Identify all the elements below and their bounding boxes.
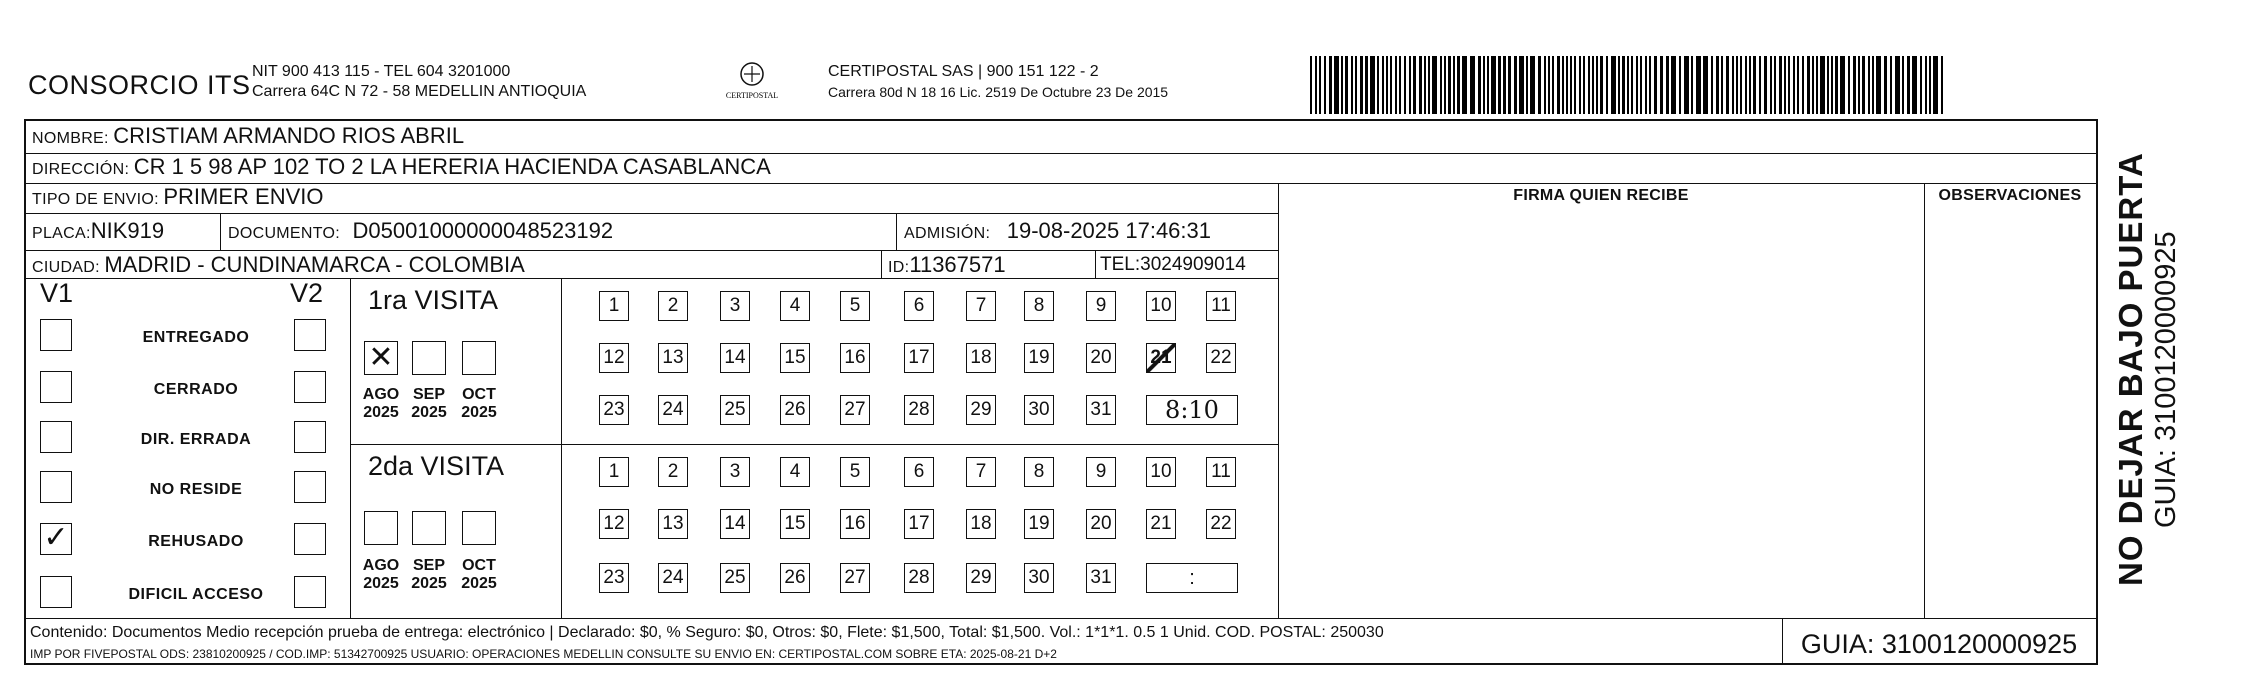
barcode-bar <box>1716 56 1719 114</box>
time-box[interactable]: 8:10 <box>1146 395 1238 425</box>
side-warning: NO DEJAR BAJO PUERTA <box>2112 152 2149 586</box>
barcode-bar <box>1774 56 1776 114</box>
barcode-bar <box>1319 56 1321 114</box>
barcode-bar <box>1645 56 1647 114</box>
v1-checkbox[interactable] <box>40 576 72 608</box>
barcode-bar <box>1703 56 1708 114</box>
placa-label: PLACA: <box>32 225 91 242</box>
barcode-bar <box>1548 56 1550 114</box>
barcode-bar <box>1592 56 1594 114</box>
v2-checkbox[interactable] <box>294 576 326 608</box>
barcode-bar <box>1444 56 1446 114</box>
barcode-bar <box>1419 56 1422 114</box>
barcode-bar <box>1622 56 1625 114</box>
day-box[interactable]: 4 <box>780 457 810 487</box>
barcode-bar <box>1390 56 1392 114</box>
barcode-bar <box>1868 56 1870 114</box>
barcode-bar <box>1802 56 1804 114</box>
barcode-bar <box>1552 56 1554 114</box>
barcode-bar <box>1487 56 1489 114</box>
day-box[interactable]: 16 <box>840 509 870 539</box>
barcode-bar <box>1788 56 1790 114</box>
carrier-info-line2: Carrera 80d N 18 16 Lic. 2519 De Octubre 23 De 2015 <box>828 84 1169 100</box>
barcode-bar <box>1745 56 1747 114</box>
day-box[interactable]: 28 <box>904 395 934 425</box>
barcode-bar <box>1827 56 1829 114</box>
day-box[interactable]: 21 <box>1146 343 1176 373</box>
barcode-bar <box>1345 56 1348 114</box>
barcode-bar <box>1386 56 1388 114</box>
barcode-bar <box>1835 56 1838 114</box>
barcode-bar <box>1508 56 1511 114</box>
day-box[interactable]: 1 <box>599 291 629 321</box>
month-checkbox[interactable] <box>462 341 496 375</box>
day-box[interactable]: 10 <box>1146 291 1176 321</box>
barcode-bar <box>1933 56 1938 114</box>
barcode-bar <box>1530 56 1535 114</box>
month-label: SEP 2025 <box>411 557 447 592</box>
admision-label: ADMISIÓN: <box>904 225 991 242</box>
day-box[interactable]: 18 <box>966 343 996 373</box>
day-box[interactable]: 9 <box>1086 291 1116 321</box>
barcode-bar <box>1315 56 1317 114</box>
tipo-label: TIPO DE ENVIO: <box>32 191 159 208</box>
barcode-bar <box>1413 56 1416 114</box>
v2-checkbox[interactable] <box>294 523 326 555</box>
barcode-bar <box>1341 56 1343 114</box>
barcode-bar <box>1618 56 1620 114</box>
reason-label: REHUSADO <box>148 533 244 550</box>
reason-label: NO RESIDE <box>149 481 243 498</box>
firma-header: FIRMA QUIEN RECIBE <box>1513 187 1689 204</box>
barcode-bar <box>1377 56 1379 114</box>
day-box[interactable]: 19 <box>1024 343 1054 373</box>
day-box[interactable]: 25 <box>720 563 750 593</box>
day-box[interactable]: 22 <box>1206 343 1236 373</box>
barcode-bar <box>1566 56 1568 114</box>
day-box[interactable]: 22 <box>1206 509 1236 539</box>
barcode-bar <box>1711 56 1713 114</box>
shipping-form <box>24 119 2098 665</box>
barcode-bar <box>1404 56 1406 114</box>
barcode-bar <box>1770 56 1772 114</box>
tipo-row <box>32 184 323 210</box>
day-box[interactable]: 23 <box>599 395 629 425</box>
barcode-bar <box>1351 56 1353 114</box>
day-box[interactable]: 25 <box>720 395 750 425</box>
footer-contenido: Contenido: Documentos Medio recepción prueba de entrega: electrónico | Declarado: $0, % Seguro: $0, Otros: $0, Flete: $1,500, Total: $1,500. Vol.: 1*1*1. 0.5 1 Unid. COD. POSTAL: 250030 <box>30 624 1384 641</box>
barcode-bar <box>1679 56 1681 114</box>
day-box[interactable]: 10 <box>1146 457 1176 487</box>
barcode-bar <box>1478 56 1481 114</box>
company-info <box>252 62 586 102</box>
barcode-bar <box>1872 56 1874 114</box>
barcode-bar <box>1562 56 1564 114</box>
barcode-bar <box>1636 56 1638 114</box>
day-box[interactable]: 19 <box>1024 509 1054 539</box>
day-box[interactable]: 17 <box>904 509 934 539</box>
barcode-bar <box>1329 56 1332 114</box>
barcode-bar <box>1631 56 1633 114</box>
id-cell <box>888 252 1006 278</box>
company-name: CONSORCIO ITS <box>28 70 251 100</box>
day-box[interactable]: 5 <box>840 457 870 487</box>
barcode-bar <box>1920 56 1922 114</box>
barcode-bar <box>1462 56 1467 114</box>
barcode-bar <box>1884 56 1887 114</box>
reason-label: DIR. ERRADA <box>140 431 252 448</box>
documento-cell <box>228 218 613 244</box>
day-box[interactable]: 17 <box>904 343 934 373</box>
barcode-bar <box>1440 56 1442 114</box>
carrier-info <box>828 62 1168 102</box>
barcode-bar <box>1654 56 1657 114</box>
day-box[interactable]: 20 <box>1086 509 1116 539</box>
v2-label: V2 <box>290 278 324 308</box>
day-box[interactable]: 3 <box>720 291 750 321</box>
day-box[interactable]: 4 <box>780 291 810 321</box>
barcode-bar <box>1334 56 1339 114</box>
barcode-bar <box>1876 56 1881 114</box>
barcode-bar <box>1428 56 1430 114</box>
barcode-bar <box>1570 56 1572 114</box>
v1-checkbox[interactable] <box>40 319 72 351</box>
barcode-bar <box>1324 56 1326 114</box>
barcode-bar <box>1503 56 1506 114</box>
footer-imp: IMP POR FIVEPOSTAL ODS: 23810200925 / COD.IMP: 51342700925 USUARIO: OPERACIONES MEDELLIN CONSULTE SU ENVIO EN: CERTIPOSTAL.COM SOBRE ETA: 2025-08-21 D+2 <box>30 647 1057 661</box>
barcode-bar <box>1925 56 1927 114</box>
day-box[interactable]: 18 <box>966 509 996 539</box>
admision-cell <box>904 218 1211 244</box>
day-box[interactable]: 8 <box>1024 457 1054 487</box>
direccion-value: CR 1 5 98 AP 102 TO 2 LA HERERIA HACIENDA CASABLANCA <box>133 154 771 179</box>
barcode-bar <box>1831 56 1833 114</box>
barcode-bar <box>1816 56 1818 114</box>
barcode-bar <box>1399 56 1401 114</box>
barcode-bar <box>1453 56 1455 114</box>
barcode-bar <box>1526 56 1528 114</box>
day-box[interactable]: 20 <box>1086 343 1116 373</box>
barcode-bar <box>1764 56 1767 114</box>
barcode-bar <box>1498 56 1501 114</box>
day-box[interactable]: 27 <box>840 395 870 425</box>
barcode-bar <box>1514 56 1517 114</box>
barcode-bar <box>1448 56 1451 114</box>
carrier-logo-icon <box>712 60 792 106</box>
carrier-logo-text: CERTIPOSTAL <box>725 91 779 100</box>
barcode-bar <box>1627 56 1629 114</box>
barcode-bar <box>1732 56 1734 114</box>
barcode-bar <box>1588 56 1590 114</box>
day-box[interactable]: 15 <box>780 509 810 539</box>
barcode-bar <box>1409 56 1411 114</box>
day-box[interactable]: 21 <box>1146 509 1176 539</box>
month-checkbox[interactable] <box>364 511 398 545</box>
day-box[interactable]: 13 <box>658 509 688 539</box>
barcode-bar <box>1600 56 1603 114</box>
nombre-row <box>32 123 464 149</box>
day-box[interactable]: 31 <box>1086 395 1116 425</box>
v1-checkbox[interactable] <box>40 421 72 453</box>
barcode-bar <box>1902 56 1904 114</box>
day-box[interactable]: 24 <box>658 563 688 593</box>
reason-label: ENTREGADO <box>142 329 250 346</box>
barcode-bar <box>1310 56 1312 114</box>
placa-cell <box>32 218 164 244</box>
barcode-bar <box>1749 56 1751 114</box>
barcode-bar <box>1365 56 1368 114</box>
v2-checkbox[interactable] <box>294 471 326 503</box>
v1-checkbox[interactable]: ✓ <box>40 523 72 555</box>
day-box[interactable]: 30 <box>1024 395 1054 425</box>
observaciones-header: OBSERVACIONES <box>1938 187 2082 204</box>
barcode-bar <box>1483 56 1485 114</box>
month-checkbox[interactable] <box>462 511 496 545</box>
day-box[interactable]: 14 <box>720 343 750 373</box>
tel-cell <box>1100 254 1246 276</box>
v1-label: V1 <box>40 278 74 308</box>
ciudad-cell <box>32 252 525 278</box>
barcode-bar <box>1696 56 1701 114</box>
barcode-bar <box>1606 56 1608 114</box>
barcode-bar <box>1912 56 1917 114</box>
day-box[interactable]: 11 <box>1206 291 1236 321</box>
nombre-value: CRISTIAM ARMANDO RIOS ABRIL <box>113 123 465 148</box>
day-box[interactable]: 28 <box>904 563 934 593</box>
barcode-bar <box>1684 56 1689 114</box>
footer-guia: GUIA: 3100120000925 <box>1800 629 2078 659</box>
documento-label: DOCUMENTO: <box>228 225 341 242</box>
day-box[interactable]: 13 <box>658 343 688 373</box>
day-box[interactable]: 27 <box>840 563 870 593</box>
day-box[interactable]: 29 <box>966 563 996 593</box>
day-box[interactable]: 16 <box>840 343 870 373</box>
day-box[interactable]: 2 <box>658 457 688 487</box>
ciudad-label: CIUDAD: <box>32 259 100 276</box>
side-guia: GUIA: 3100120000925 <box>2150 231 2182 528</box>
barcode-bar <box>1574 56 1576 114</box>
day-box[interactable]: 11 <box>1206 457 1236 487</box>
nombre-label: NOMBRE: <box>32 130 109 147</box>
barcode-bar <box>1671 56 1676 114</box>
month-label: SEP 2025 <box>411 386 447 421</box>
barcode-bar <box>1360 56 1363 114</box>
month-checkbox[interactable] <box>412 511 446 545</box>
barcode-bar <box>1759 56 1761 114</box>
second-visit-label: 2da VISITA <box>368 451 505 481</box>
documento-value: D05001000000048523192 <box>352 218 614 243</box>
barcode-bar <box>1858 56 1860 114</box>
day-box[interactable]: 6 <box>904 457 934 487</box>
barcode-bar <box>1779 56 1782 114</box>
company-info-line1: NIT 900 413 115 - TEL 604 3201000 <box>252 63 511 80</box>
barcode-bar <box>1355 56 1357 114</box>
direccion-label: DIRECCIÓN: <box>32 161 130 178</box>
barcode-bar <box>1784 56 1786 114</box>
barcode-bar <box>1807 56 1810 114</box>
carrier-logo <box>712 60 792 106</box>
barcode-bar <box>1649 56 1651 114</box>
day-box[interactable]: 26 <box>780 563 810 593</box>
barcode-bar <box>1382 56 1384 114</box>
day-box[interactable]: 29 <box>966 395 996 425</box>
id-label: ID: <box>888 259 910 276</box>
barcode-bar <box>1395 56 1397 114</box>
month-label: AGO 2025 <box>362 386 400 421</box>
day-box[interactable]: 5 <box>840 291 870 321</box>
barcode-bar <box>1848 56 1850 114</box>
barcode-bar <box>1907 56 1910 114</box>
barcode-bar <box>1579 56 1581 114</box>
day-box[interactable]: 23 <box>599 563 629 593</box>
id-value: 11367571 <box>909 252 1006 277</box>
day-box[interactable]: 8 <box>1024 291 1054 321</box>
barcode-bar <box>1721 56 1723 114</box>
reason-label: CERRADO <box>153 381 239 398</box>
barcode-bar <box>1753 56 1756 114</box>
barcode-bar <box>1890 56 1892 114</box>
month-label: AGO 2025 <box>362 557 400 592</box>
barcode-bar <box>1820 56 1825 114</box>
v2-checkbox[interactable] <box>294 319 326 351</box>
day-box[interactable]: 3 <box>720 457 750 487</box>
reason-label: DIFICIL ACCESO <box>128 586 264 603</box>
barcode-bar <box>1666 56 1669 114</box>
month-label: OCT 2025 <box>461 386 497 421</box>
barcode-bar <box>1596 56 1598 114</box>
day-box[interactable]: 30 <box>1024 563 1054 593</box>
day-box[interactable]: 26 <box>780 395 810 425</box>
day-box[interactable]: 2 <box>658 291 688 321</box>
barcode-bar <box>1895 56 1900 114</box>
admision-value: 19-08-2025 17:46:31 <box>1006 218 1212 243</box>
day-box[interactable]: 24 <box>658 395 688 425</box>
v1-checkbox[interactable] <box>40 371 72 403</box>
day-box[interactable]: 14 <box>720 509 750 539</box>
barcode-bar <box>1611 56 1616 114</box>
barcode-bar <box>1583 56 1585 114</box>
first-visit-label: 1ra VISITA <box>368 285 499 315</box>
tel-value: 3024909014 <box>1140 254 1246 275</box>
placa-value: NIK919 <box>90 218 165 243</box>
day-box[interactable]: 9 <box>1086 457 1116 487</box>
barcode-bar <box>1929 56 1931 114</box>
tipo-value: PRIMER ENVIO <box>163 184 324 209</box>
barcode-bar <box>1544 56 1546 114</box>
barcode-bar <box>1491 56 1496 114</box>
barcode-bar <box>1470 56 1475 114</box>
day-box[interactable]: 7 <box>966 291 996 321</box>
ciudad-value: MADRID - CUNDINAMARCA - COLOMBIA <box>104 252 525 277</box>
day-box[interactable]: 1 <box>599 457 629 487</box>
barcode-bar <box>1519 56 1524 114</box>
day-box[interactable]: 7 <box>966 457 996 487</box>
barcode-bar <box>1793 56 1795 114</box>
direccion-row <box>32 154 771 180</box>
company-info-line2: Carrera 64C N 72 - 58 MEDELLIN ANTIOQUIA <box>252 83 587 100</box>
month-checkbox[interactable] <box>412 341 446 375</box>
barcode-bar <box>1457 56 1460 114</box>
month-checkbox[interactable]: ✕ <box>364 341 398 375</box>
v2-checkbox[interactable] <box>294 371 326 403</box>
barcode-bar <box>1740 56 1742 114</box>
barcode-bar <box>1424 56 1426 114</box>
time-box[interactable]: : <box>1146 563 1238 593</box>
barcode-bar <box>1736 56 1738 114</box>
barcode-bar <box>1840 56 1845 114</box>
barcode-bar <box>1853 56 1856 114</box>
v1-checkbox[interactable] <box>40 471 72 503</box>
tel-label: TEL: <box>1100 254 1141 275</box>
barcode-bar <box>1370 56 1375 114</box>
barcode-bar <box>1660 56 1663 114</box>
barcode-bar <box>1538 56 1541 114</box>
barcode-bar <box>1557 56 1560 114</box>
barcode <box>1310 56 1950 114</box>
barcode-bar <box>1812 56 1814 114</box>
month-label: OCT 2025 <box>461 557 497 592</box>
day-box[interactable]: 6 <box>904 291 934 321</box>
day-box[interactable]: 12 <box>599 343 629 373</box>
barcode-bar <box>1797 56 1799 114</box>
day-box[interactable]: 31 <box>1086 563 1116 593</box>
v2-checkbox[interactable] <box>294 421 326 453</box>
barcode-bar <box>1862 56 1865 114</box>
barcode-bar <box>1941 56 1943 114</box>
barcode-bar <box>1432 56 1437 114</box>
barcode-bar <box>1726 56 1729 114</box>
carrier-info-line1: CERTIPOSTAL SAS | 900 151 122 - 2 <box>828 63 1099 80</box>
barcode-bar <box>1691 56 1693 114</box>
day-box[interactable]: 15 <box>780 343 810 373</box>
barcode-bar <box>1640 56 1642 114</box>
day-box[interactable]: 12 <box>599 509 629 539</box>
